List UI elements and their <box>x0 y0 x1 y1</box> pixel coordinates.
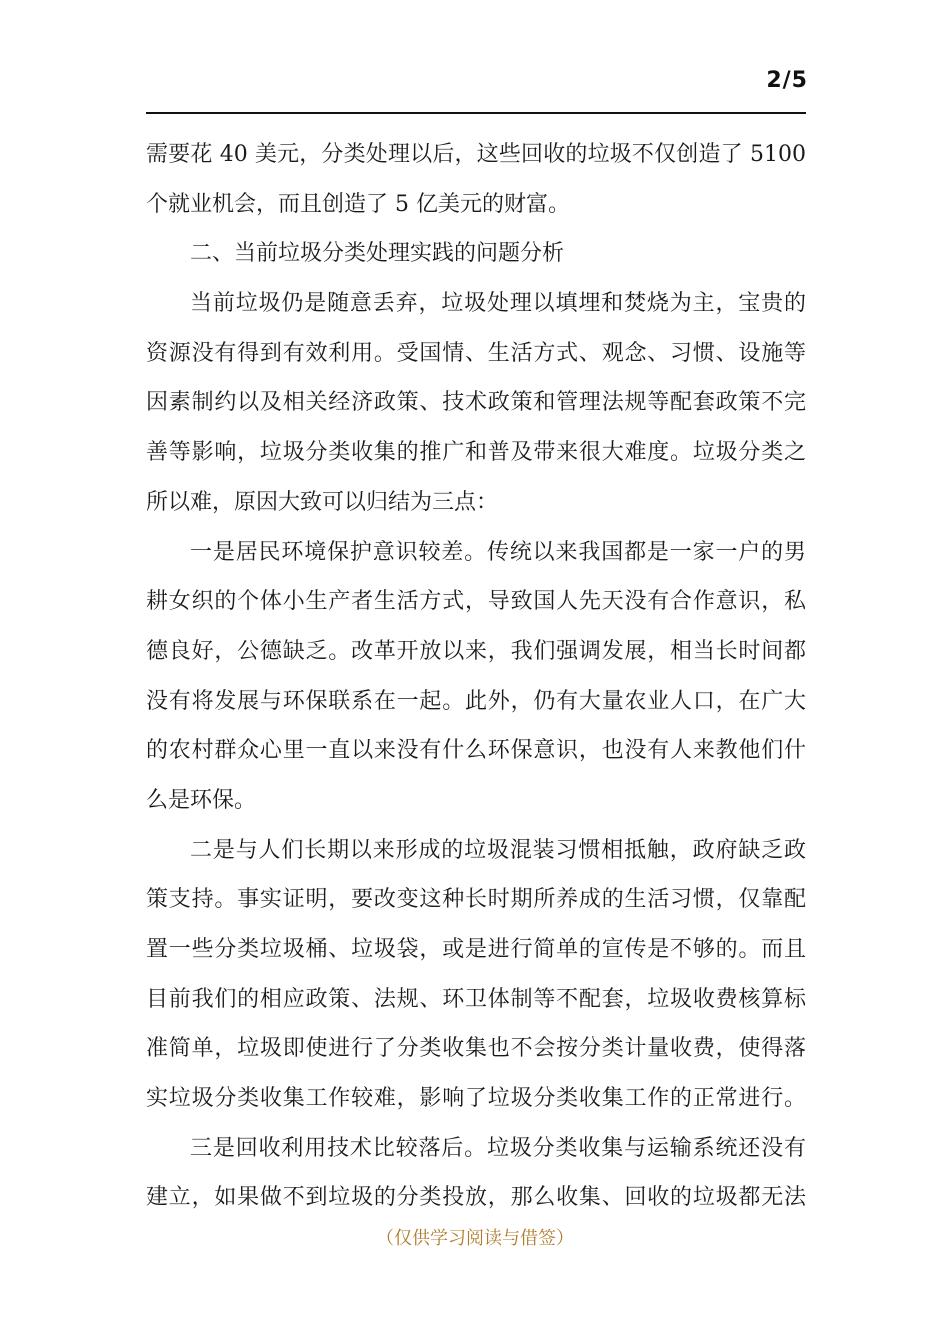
document-body <box>146 130 806 1223</box>
text-line: 建立，如果做不到垃圾的分类投放，那么收集、回收的垃圾都无法 <box>146 1185 806 1211</box>
text-line: 需要花 40 美元，分类处理以后，这些回收的垃圾不仅创造了 5100 <box>146 142 806 167</box>
text-line: 当前垃圾仍是随意丢弃，垃圾处理以填埋和焚烧为主，宝贵的 <box>190 291 806 317</box>
header-divider <box>146 112 806 114</box>
footer-note: （仅供学习阅读与借签） <box>376 1228 574 1249</box>
text-line: 策支持。事实证明，要改变这种长时期所养成的生活习惯，仅靠配 <box>146 887 806 913</box>
text-line: 个就业机会，而且创造了 5 亿美元的财富。 <box>146 191 570 217</box>
text-line: 么是环保。 <box>146 787 257 813</box>
text-line: 实垃圾分类收集工作较难，影响了垃圾分类收集工作的正常进行。 <box>146 1086 806 1112</box>
text-line: 二是与人们长期以来形成的垃圾混装习惯相抵触，政府缺乏政 <box>190 837 806 863</box>
text-line: 三是回收利用技术比较落后。垃圾分类收集与运输系统还没有 <box>190 1135 806 1161</box>
text-line: 善等影响，垃圾分类收集的推广和普及带来很大难度。垃圾分类之 <box>146 440 806 466</box>
section-heading: 二、当前垃圾分类处理实践的问题分析 <box>190 241 565 267</box>
text-line: 所以难，原因大致可以归结为三点： <box>146 489 499 515</box>
text-line: 耕女织的个体小生产者生活方式，导致国人先天没有合作意识，私 <box>146 589 806 615</box>
text-line: 德良好，公德缺乏。改革开放以来，我们强调发展，相当长时间都 <box>146 638 806 664</box>
text-line: 目前我们的相应政策、法规、环卫体制等不配套，垃圾收费核算标 <box>146 986 806 1012</box>
text-line: 准简单，垃圾即使进行了分类收集也不会按分类计量收费，使得落 <box>146 1036 806 1062</box>
text-line: 的农村群众心里一直以来没有什么环保意识，也没有人来教他们什 <box>146 738 806 764</box>
text-line: 因素制约以及相关经济政策、技术政策和管理法规等配套政策不完 <box>146 390 806 416</box>
text-line: 没有将发展与环保联系在一起。此外，仍有大量农业人口，在广大 <box>146 688 806 714</box>
text-line: 一是居民环境保护意识较差。传统以来我国都是一家一户的男 <box>190 539 806 565</box>
text-line: 资源没有得到有效利用。受国情、生活方式、观念、习惯、设施等 <box>146 340 806 366</box>
page-number: 2/5 <box>766 68 808 93</box>
text-line: 置一些分类垃圾桶、垃圾袋，或是进行简单的宣传是不够的。而且 <box>146 937 806 962</box>
